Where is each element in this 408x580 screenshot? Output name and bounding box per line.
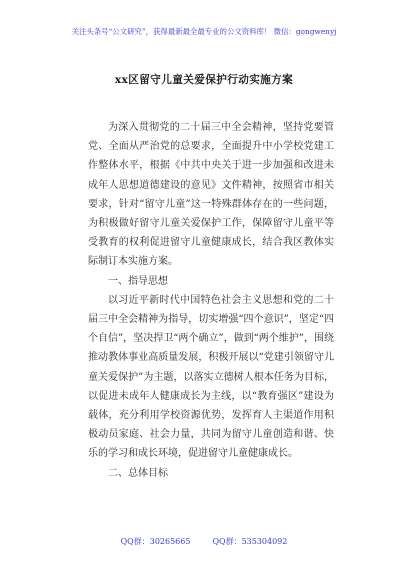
footer-contact [0, 536, 408, 547]
footer-qq-group-1: QQ群：30265665 [120, 537, 191, 546]
intro-paragraph: 为深入贯彻党的二十届三中全会精神，坚持党要管党、全面从严治党的总要求，全面提升中小学校党建工作整体水平，根据《中共中央关于进一步加强和改进未成年人思想道德建设的意见》文件精神，按照省市相关要求，针对“留守儿童”这一特殊群体存在的一些问题，为积极做好留守儿童关爱保护工作，保障留守儿童平等受教育的权利促进留守儿童健康成长，结合我区教体实际制订本实施方案。 [88, 122, 334, 268]
document-body [88, 118, 334, 483]
section-heading-guiding-ideology: 一、指导思想 [108, 275, 168, 287]
section-heading-overall-goal: 二、总体目标 [108, 467, 168, 479]
guiding-ideology-paragraph: 以习近平新时代中国特色社会主义思想和党的二十届三中全会精神为指导，切实增强“四个意识”，坚定“四个自信”，坚决捍卫“两个确立”，做到“两个维护”，围绕推动教体事业高质量发展，积极开展以“党建引领留守儿童关爱保护”为主题，以落实立德树人根本任务为目标，以促进未成年人健康成长为主线，以“教育强区”建设为载体，充分利用学校资源优势，发挥育人主渠道作用积极动员家庭、社会力量，共同为留守儿童创造和谐、快乐的学习和成长环境，促进留守儿童健康成长。 [88, 294, 334, 460]
header-promo-note: 关注头条号“公文研究”，获得最新最全最专业的公文资料库！ 微信：gongwenyj [71, 27, 337, 36]
footer-qq-group-2: QQ群：535304092 [212, 537, 288, 546]
document-title: xx区留守儿童关爱保护行动实施方案 [114, 74, 294, 86]
